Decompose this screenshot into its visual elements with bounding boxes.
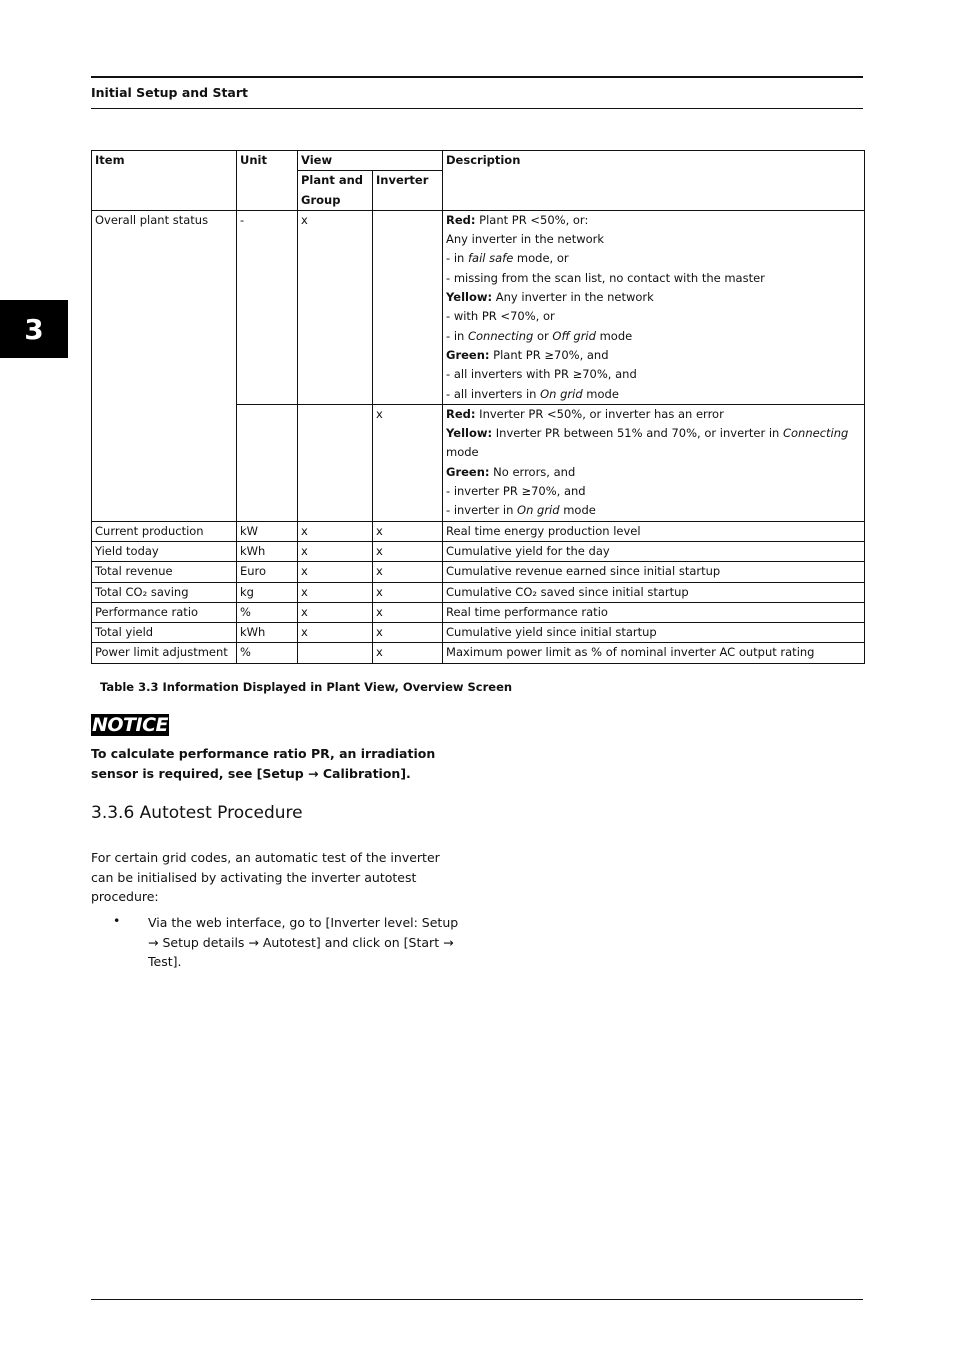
cell-inverter-mark: x xyxy=(373,521,443,541)
cell-plant-mark: x xyxy=(298,562,373,582)
cell-unit xyxy=(237,404,298,521)
description-text: - all inverters with PR ≥70%, and xyxy=(446,367,637,382)
cell-plant-mark xyxy=(298,404,373,521)
cell-item: Total revenue xyxy=(92,562,237,582)
status-label: Yellow: xyxy=(446,290,493,305)
status-label: Red: xyxy=(446,406,476,421)
table-row xyxy=(92,521,865,541)
header-unit: Unit xyxy=(237,151,298,211)
description-line xyxy=(446,288,861,307)
mode-term: Connecting xyxy=(467,328,534,343)
cell-plant-mark: x xyxy=(298,582,373,602)
header-rule-top xyxy=(91,76,863,78)
cell-plant-mark: x xyxy=(298,521,373,541)
description-text: - with PR <70%, or xyxy=(446,309,555,324)
cell-description: Real time energy production level xyxy=(443,521,865,541)
cell-unit: kWh xyxy=(237,541,298,561)
cell-description: Cumulative CO₂ saved since initial startup xyxy=(443,582,865,602)
notice-text: To calculate performance ratio PR, an irradiation sensor is required, see [Setup → Calibration]. xyxy=(91,746,436,781)
cell-plant-mark xyxy=(298,643,373,663)
header-item: Item xyxy=(92,151,237,211)
description-text: mode xyxy=(559,503,596,518)
cell-item: Current production xyxy=(92,521,237,541)
header-inverter: Inverter xyxy=(373,171,443,211)
cell-inverter-mark: x xyxy=(373,562,443,582)
table-row xyxy=(92,623,865,643)
cell-description xyxy=(443,404,865,521)
description-line xyxy=(446,211,861,230)
description-line xyxy=(446,269,861,288)
table-row xyxy=(92,210,865,404)
description-text: Inverter PR between 51% and 70%, or inverter in xyxy=(492,426,783,441)
cell-item: Overall plant status xyxy=(92,210,237,521)
description-line xyxy=(446,463,861,482)
description-text: mode xyxy=(595,328,633,343)
cell-unit: - xyxy=(237,210,298,404)
cell-inverter-mark: x xyxy=(373,541,443,561)
description-text: - in xyxy=(446,328,468,343)
mode-term: Off grid xyxy=(552,328,596,343)
description-text: or xyxy=(533,328,553,343)
chapter-tab: 3 xyxy=(0,300,68,358)
description-text: - in xyxy=(446,251,468,266)
description-text: - inverter PR ≥70%, and xyxy=(446,484,586,499)
header-view: View xyxy=(298,151,443,171)
table-row xyxy=(92,541,865,561)
table-caption: Table 3.3 Information Displayed in Plant View, Overview Screen xyxy=(100,680,513,694)
description-text: No errors, and xyxy=(489,464,576,479)
cell-inverter-mark: x xyxy=(373,404,443,521)
cell-inverter-mark: x xyxy=(373,623,443,643)
cell-plant-mark: x xyxy=(298,210,373,404)
description-text: Plant PR ≥70%, and xyxy=(489,347,609,362)
cell-description: Cumulative revenue earned since initial startup xyxy=(443,562,865,582)
cell-plant-mark: x xyxy=(298,541,373,561)
cell-description: Maximum power limit as % of nominal inverter AC output rating xyxy=(443,643,865,663)
mode-term: On grid xyxy=(517,503,560,518)
cell-description: Real time performance ratio xyxy=(443,602,865,622)
cell-unit: % xyxy=(237,602,298,622)
table-row xyxy=(92,602,865,622)
running-header-title: Initial Setup and Start xyxy=(91,85,249,100)
description-text: Inverter PR <50%, or inverter has an error xyxy=(475,406,724,421)
description-line xyxy=(446,307,861,326)
cell-unit: Euro xyxy=(237,562,298,582)
description-text: - all inverters in xyxy=(446,386,541,401)
status-label: Yellow: xyxy=(446,426,493,441)
bullet-marker: • xyxy=(113,913,121,928)
description-line xyxy=(446,501,861,520)
status-label: Green: xyxy=(446,464,490,479)
mode-term: Connecting xyxy=(782,426,849,441)
header-rule-bottom xyxy=(91,108,863,109)
mode-term: On grid xyxy=(540,386,583,401)
description-line xyxy=(446,482,861,501)
description-line xyxy=(446,346,861,365)
cell-description: Cumulative yield for the day xyxy=(443,541,865,561)
description-text: mode xyxy=(446,445,479,460)
cell-description: Cumulative yield since initial startup xyxy=(443,623,865,643)
description-line xyxy=(446,249,861,268)
plant-view-info-table xyxy=(91,150,865,664)
header-plant-and-group: Plant and Group xyxy=(298,171,373,211)
status-label: Green: xyxy=(446,347,490,362)
mode-term: fail safe xyxy=(467,251,514,266)
section-body: For certain grid codes, an automatic test of the inverter can be initialised by activating the inverter autotest procedure: xyxy=(91,850,440,904)
cell-item: Total yield xyxy=(92,623,237,643)
description-text: mode, or xyxy=(513,251,569,266)
header-description: Description xyxy=(443,151,865,211)
description-line xyxy=(446,424,861,463)
cell-description xyxy=(443,210,865,404)
bullet-text: Via the web interface, go to [Inverter level: Setup → Setup details → Autotest] and click on [Start → Test]. xyxy=(148,915,459,969)
notice-label: NOTICE xyxy=(92,714,169,736)
cell-inverter-mark xyxy=(373,210,443,404)
cell-inverter-mark: x xyxy=(373,602,443,622)
description-text: mode xyxy=(582,386,619,401)
description-line xyxy=(446,327,861,346)
cell-unit: % xyxy=(237,643,298,663)
table-row xyxy=(92,643,865,663)
table-row xyxy=(92,582,865,602)
description-line xyxy=(446,365,861,384)
section-heading: 3.3.6 Autotest Procedure xyxy=(91,803,303,823)
cell-unit: kWh xyxy=(237,623,298,643)
description-text: Any inverter in the network xyxy=(492,290,654,305)
cell-plant-mark: x xyxy=(298,623,373,643)
cell-inverter-mark: x xyxy=(373,643,443,663)
cell-unit: kg xyxy=(237,582,298,602)
footer-rule xyxy=(91,1299,863,1300)
table-body xyxy=(92,210,865,663)
cell-item: Total CO₂ saving xyxy=(92,582,237,602)
description-text: Any inverter in the network xyxy=(446,232,605,247)
cell-item: Yield today xyxy=(92,541,237,561)
cell-item: Power limit adjustment xyxy=(92,643,237,663)
description-line xyxy=(446,385,861,404)
description-text: - missing from the scan list, no contact with the master xyxy=(446,270,765,285)
cell-inverter-mark: x xyxy=(373,582,443,602)
cell-plant-mark: x xyxy=(298,602,373,622)
description-text: Plant PR <50%, or: xyxy=(475,212,589,227)
description-line xyxy=(446,230,861,249)
description-line xyxy=(446,405,861,424)
cell-unit: kW xyxy=(237,521,298,541)
status-label: Red: xyxy=(446,212,476,227)
cell-item: Performance ratio xyxy=(92,602,237,622)
table-row xyxy=(92,562,865,582)
description-text: - inverter in xyxy=(446,503,518,518)
